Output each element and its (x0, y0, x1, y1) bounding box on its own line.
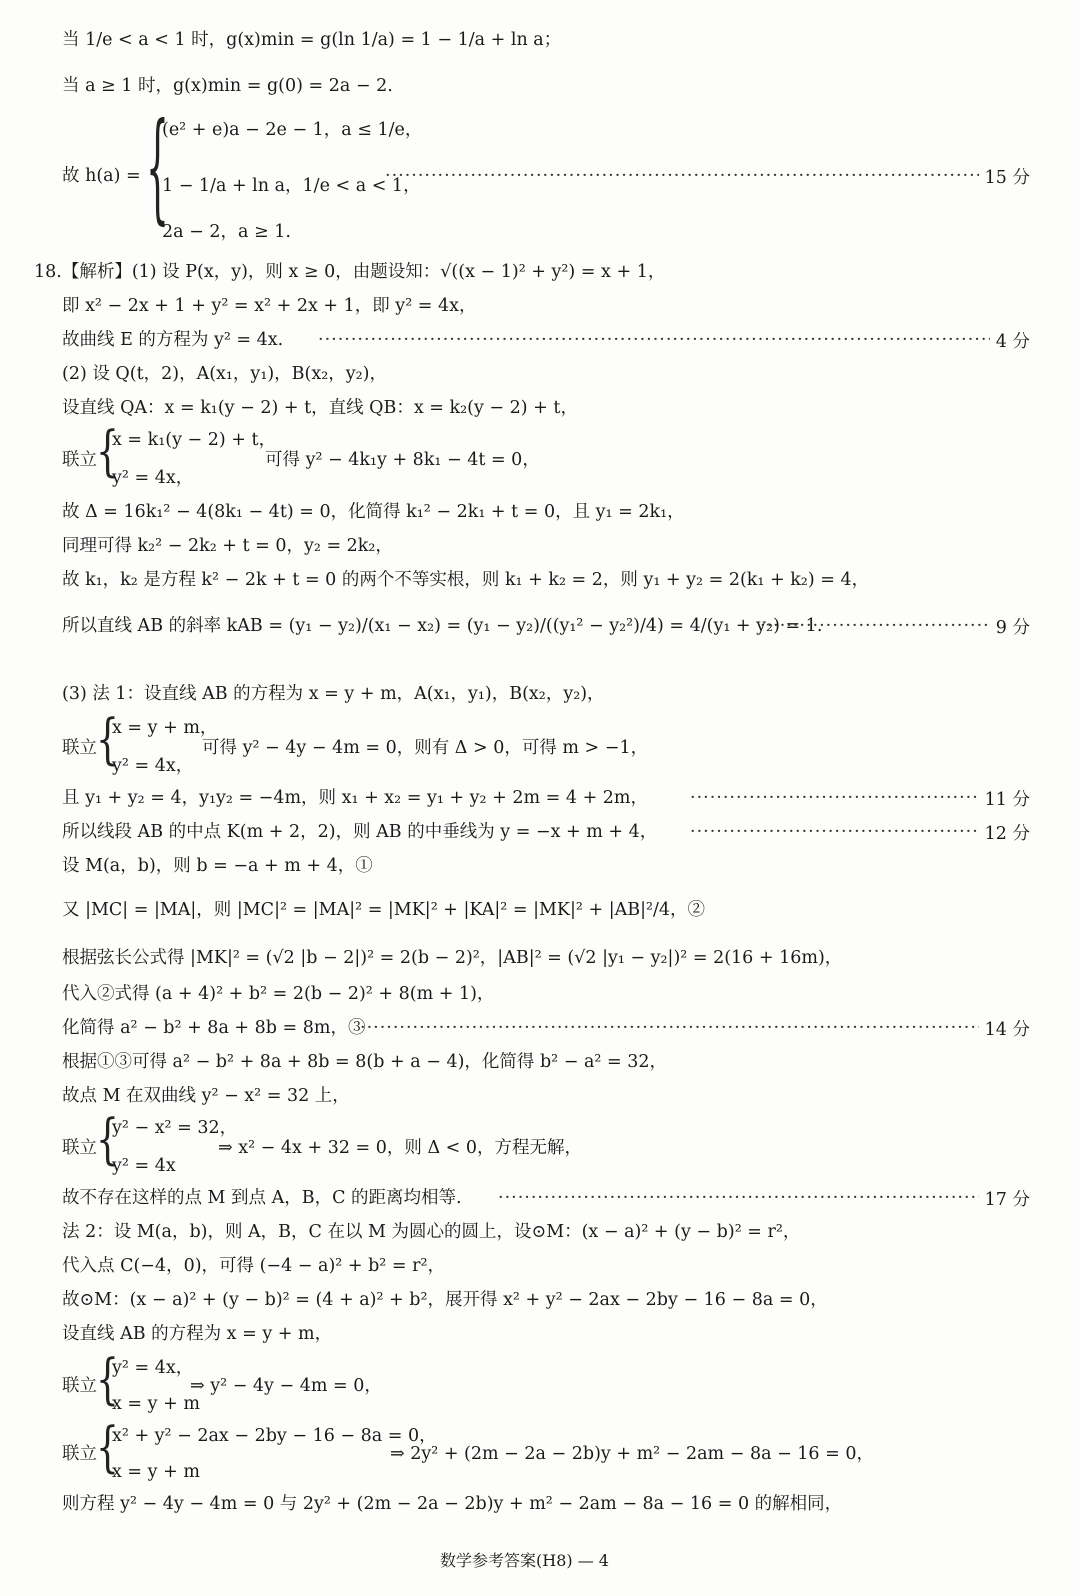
text-line: y² = 4x， (112, 1358, 194, 1378)
text-line: 即 x² − 2x + 1 + y² = x² + 2x + 1，即 y² = 4x， (62, 296, 477, 316)
text-line: 故⊙M：(x − a)² + (y − b)² = (4 + a)² + b²，展开得 x² + y² − 2ax − 2by − 16 − 8a = 0， (62, 1290, 828, 1310)
text-line: 故 k₁，k₂ 是方程 k² − 2k + t = 0 的两个不等实根，则 k₁ + k₂ = 2，则 y₁ + y₂ = 2(k₁ + k₂) = 4， (62, 570, 870, 590)
text-line: (e² + e)a − 2e − 1，a ≤ 1/e， (162, 120, 423, 140)
text-line: y² = 4x， (112, 468, 194, 488)
score-leader (498, 1186, 1030, 1210)
page-footer: 数学参考答案(H8) — 4 (440, 1551, 609, 1570)
text-line: 同理可得 k₂² − 2k₂ + t = 0，y₂ = 2k₂， (62, 536, 393, 556)
text-line: (2) 设 Q(t，2)，A(x₁，y₁)，B(x₂，y₂)， (62, 364, 387, 384)
text-line: y² = 4x (112, 1156, 176, 1176)
score-leader (760, 614, 1030, 638)
score: 15 分 (984, 167, 1030, 188)
brace-icon: { (96, 421, 119, 483)
text-line: ⇒ 2y² + (2m − 2a − 2b)y + m² − 2am − 8a − 16 = 0， (390, 1444, 874, 1464)
text-line: 化简得 a² − b² + 8a + 8b = 8m，③ (62, 1018, 366, 1038)
score-leader (690, 820, 1030, 844)
text-line: 则方程 y² − 4y − 4m = 0 与 2y² + (2m − 2a − 2b)y + m² − 2am − 8a − 16 = 0 的解相同， (62, 1494, 843, 1514)
text-line: x² + y² − 2ax − 2by − 16 − 8a = 0， (112, 1426, 437, 1446)
text-line: 故 h(a) = (62, 166, 141, 186)
brace-icon: { (96, 1109, 119, 1171)
score-leader (318, 328, 1030, 352)
text-line: 可得 y² − 4k₁y + 8k₁ − 4t = 0， (265, 450, 540, 470)
text-line: x = y + m (112, 1462, 200, 1482)
text-line: x = k₁(y − 2) + t， (112, 430, 277, 450)
text-line: (3) 法 1：设直线 AB 的方程为 x = y + m，A(x₁，y₁)，B(x₂，y₂)， (62, 684, 605, 704)
text-line: ⇒ y² − 4y − 4m = 0， (190, 1376, 382, 1396)
text-line: 联立 (62, 1138, 97, 1158)
question-heading: 18.【解析】(1) 设 P(x，y)，则 x ≥ 0，由题设知：√((x − 1)² + y²) = x + 1， (34, 262, 666, 282)
text-line: 又 |MC| = |MA|，则 |MC|² = |MA|² = |MK|² + |KA|² = |MK|² + |AB|²/4，② (62, 900, 706, 920)
brace-icon: { (146, 102, 169, 238)
score-leader (360, 1016, 1030, 1040)
text-line: 联立 (62, 1444, 97, 1464)
score: 4 分 (995, 331, 1030, 352)
brace-icon: { (96, 709, 119, 771)
text-line: y² − x² = 32， (112, 1118, 238, 1138)
score: 12 分 (984, 823, 1030, 844)
brace-icon: { (96, 1349, 119, 1411)
score: 17 分 (984, 1189, 1030, 1210)
text-line: 可得 y² − 4y − 4m = 0，则有 Δ > 0，可得 m > −1， (202, 738, 649, 758)
text-line: 故不存在这样的点 M 到点 A，B，C 的距离均相等. (62, 1188, 462, 1208)
text-line: 法 2：设 M(a，b)，则 A，B，C 在以 M 为圆心的圆上，设⊙M：(x − a)² + (y − b)² = r²， (62, 1222, 801, 1242)
text-line: 设 M(a，b)，则 b = −a + m + 4，① (62, 856, 373, 876)
text-line: 当 1/e < a < 1 时，g(x)min = g(ln 1/a) = 1 − 1/a + ln a； (62, 30, 562, 50)
text-line: 故 Δ = 16k₁² − 4(8k₁ − 4t) = 0，化简得 k₁² − 2k₁ + t = 0，且 y₁ = 2k₁， (62, 502, 685, 522)
score: 9 分 (995, 617, 1030, 638)
score: 14 分 (984, 1019, 1030, 1040)
text-line: 所以直线 AB 的斜率 kAB = (y₁ − y₂)/(x₁ − x₂) = (y₁ − y₂)/((y₁² − y₂²)/4) = 4/(y₁ + y₂) = 1. (62, 616, 823, 636)
text-line: x = y + m (112, 1394, 200, 1414)
text-line: 2a − 2，a ≥ 1. (162, 222, 291, 242)
text-line: y² = 4x， (112, 756, 194, 776)
score: 11 分 (984, 789, 1030, 810)
text-line: 根据①③可得 a² − b² + 8a + 8b = 8(b + a − 4)，化简得 b² − a² = 32， (62, 1052, 667, 1072)
brace-icon: { (96, 1417, 119, 1479)
text-line: 代入②式得 (a + 4)² + b² = 2(b − 2)² + 8(m + 1)， (62, 984, 495, 1004)
score-leader (385, 164, 1030, 188)
text-line: 1 − 1/a + ln a，1/e < a < 1， (162, 176, 421, 196)
text-line: 故曲线 E 的方程为 y² = 4x. (62, 330, 284, 350)
text-line: ⇒ x² − 4x + 32 = 0，则 Δ < 0，方程无解， (218, 1138, 583, 1158)
text-line: 设直线 AB 的方程为 x = y + m， (62, 1324, 333, 1344)
text-line: 联立 (62, 1376, 97, 1396)
text-line: 当 a ≥ 1 时，g(x)min = g(0) = 2a − 2. (62, 76, 393, 96)
text-line: 所以线段 AB 的中点 K(m + 2，2)，则 AB 的中垂线为 y = −x + m + 4， (62, 822, 658, 842)
text-line: 代入点 C(−4，0)，可得 (−4 − a)² + b² = r²， (62, 1256, 445, 1276)
text-line: x = y + m， (112, 718, 218, 738)
text-line: 联立 (62, 450, 97, 470)
text-line: 且 y₁ + y₂ = 4，y₁y₂ = −4m，则 x₁ + x₂ = y₁ + y₂ + 2m = 4 + 2m， (62, 788, 649, 808)
text-line: 联立 (62, 738, 97, 758)
text-line: 故点 M 在双曲线 y² − x² = 32 上， (62, 1086, 350, 1106)
text-line: 设直线 QA：x = k₁(y − 2) + t，直线 QB：x = k₂(y − 2) + t， (62, 398, 578, 418)
score-leader (690, 786, 1030, 810)
text-line: 根据弦长公式得 |MK|² = (√2 |b − 2|)² = 2(b − 2)²，|AB|² = (√2 |y₁ − y₂|)² = 2(16 + 16m)， (62, 948, 843, 968)
